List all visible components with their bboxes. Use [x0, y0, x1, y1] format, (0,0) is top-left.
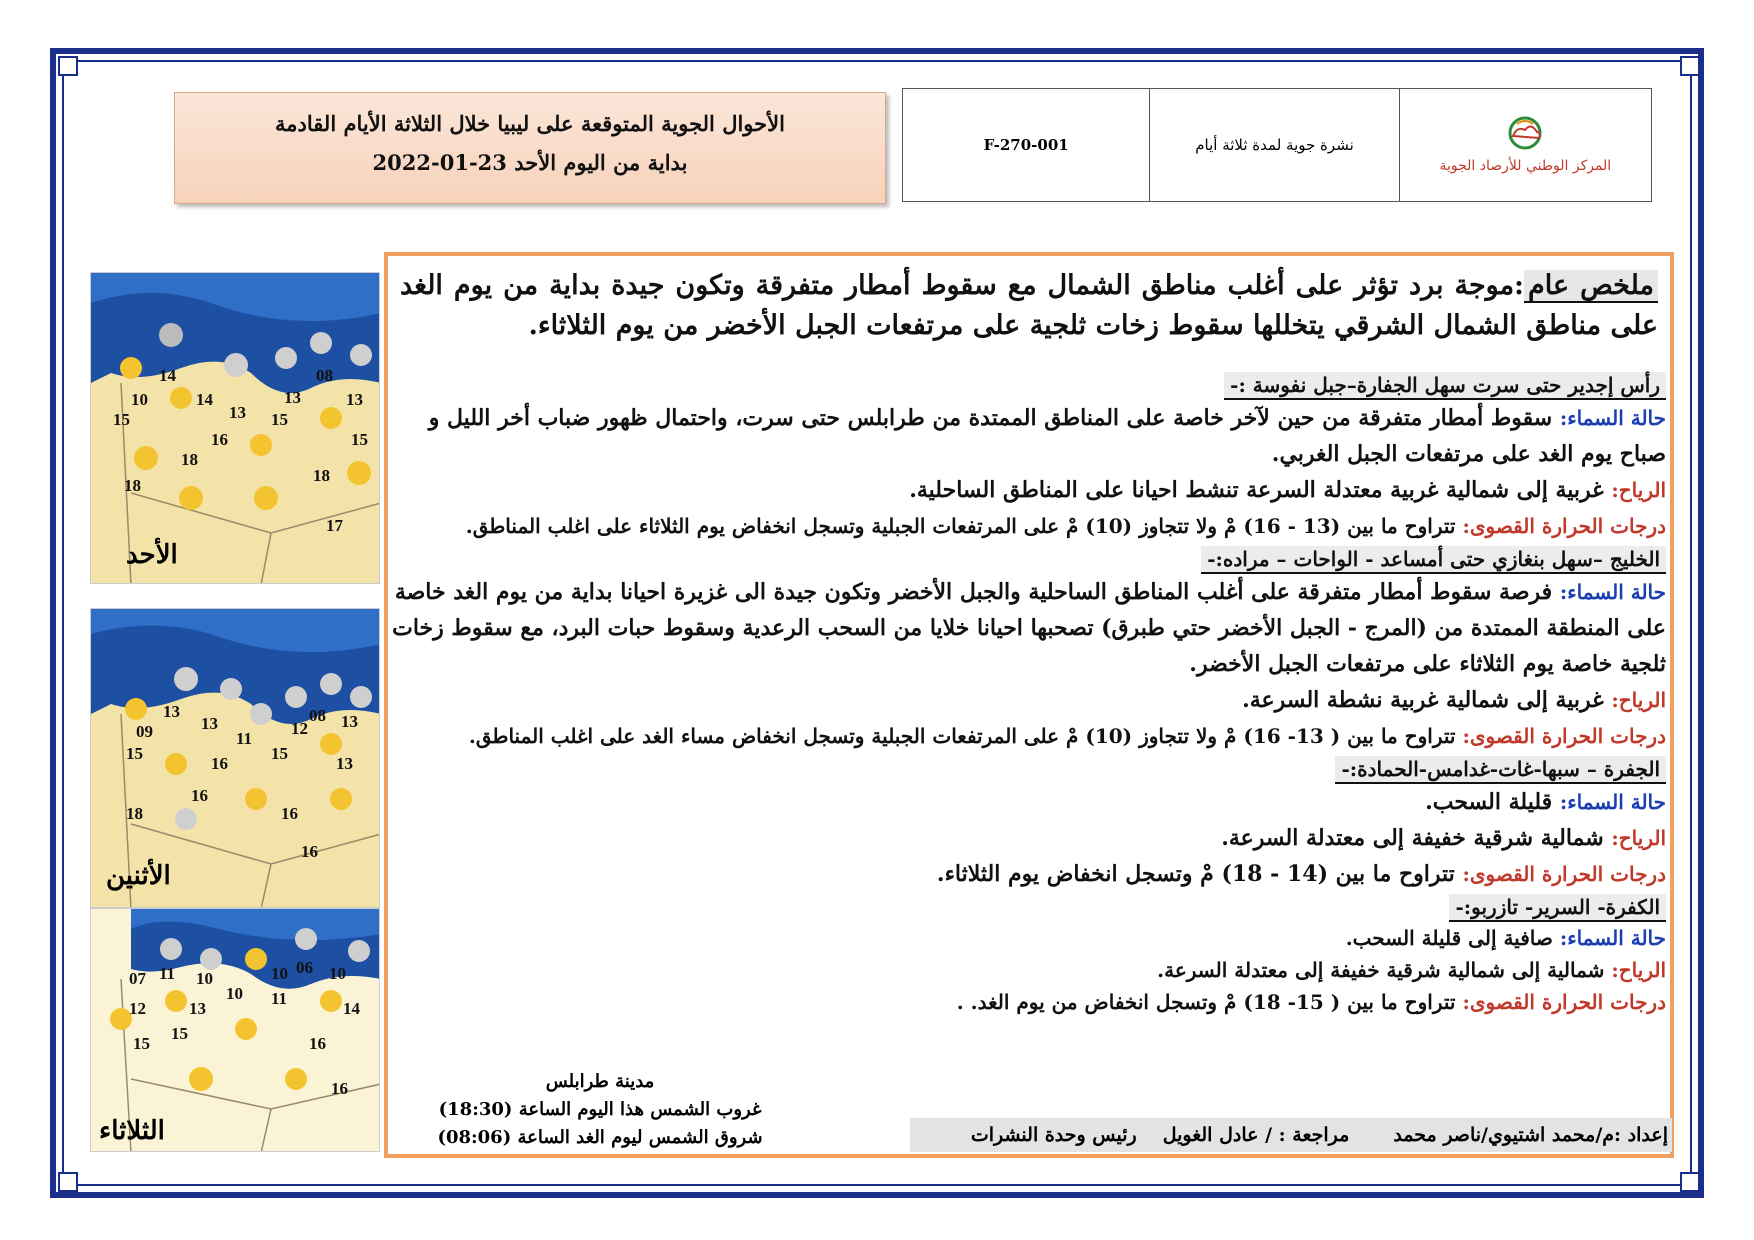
temp-label: 14 [196, 390, 213, 409]
temp-label: 13 [201, 714, 218, 733]
rain-cloud-icon [200, 948, 222, 970]
rain-cloud-icon [350, 686, 372, 708]
rain-cloud-icon [250, 703, 272, 725]
credits-bar [910, 1118, 1672, 1152]
wind-line [392, 682, 1666, 718]
map-day-label: الثلاثاء [99, 1116, 165, 1146]
sun-times [410, 1068, 790, 1152]
temp-label: 15 [126, 744, 143, 763]
sunrise-time: شروق الشمس ليوم الغد الساعة (08:06) [437, 1127, 763, 1148]
temp-label: 09 [136, 722, 153, 741]
temp-label: 12 [129, 999, 146, 1018]
rain-cloud-icon [220, 678, 242, 700]
sky-label: حالة السماء: [1559, 406, 1666, 430]
region-block [392, 544, 1666, 754]
temp-label: 16 [211, 430, 228, 449]
form-code-cell [903, 89, 1150, 201]
rain-cloud-icon [224, 353, 248, 377]
map-day-label: الأحد [126, 540, 178, 570]
sun-icon [189, 1067, 213, 1091]
summary-label: ملخص عام [1524, 270, 1658, 303]
temp-line [392, 508, 1666, 544]
bulletin-type: نشرة جوية لمدة ثلاثة أيام [1195, 136, 1354, 154]
bulletin-type-cell [1150, 89, 1399, 201]
wind-line [392, 472, 1666, 508]
sun-cloud-icon [165, 753, 187, 775]
sun-icon [254, 486, 278, 510]
temp-text: تتراوح ما بين (13 - 16) مْ ولا تتجاوز (10) مْ على المرتفعات الجبلية وتسجل انخفاض يوم الثلاثاء على اغلب المناطق. [465, 514, 1463, 538]
sky-line [392, 784, 1666, 820]
temp-label: 10 [226, 984, 243, 1003]
forecast-content [392, 258, 1666, 1018]
temp-label: 16 [191, 786, 208, 805]
sun-cloud-icon [285, 1068, 307, 1090]
wind-label: الرياح: [1611, 958, 1666, 982]
temp-label: 14 [159, 366, 176, 385]
corner-ornament [58, 1172, 78, 1192]
region-block [392, 754, 1666, 892]
temp-label-text: درجات الحرارة القصوى: [1462, 514, 1666, 538]
temp-label-text: درجات الحرارة القصوى: [1462, 724, 1666, 748]
temp-line [392, 718, 1666, 754]
wind-line [392, 954, 1666, 986]
city-name: مدينة طرابلس [545, 1071, 655, 1092]
region-title: الكفرة- السرير- تازربو:- [1449, 894, 1666, 922]
temp-text: تتراوح ما بين (14 - 18) مْ وتسجل انخفاض يوم الثلاثاء. [936, 861, 1463, 887]
sun-cloud-icon [250, 434, 272, 456]
center-cell [1400, 89, 1651, 201]
temp-label: 11 [271, 989, 288, 1008]
temp-label: 15 [271, 744, 288, 763]
temp-label: 10 [329, 964, 346, 983]
sky-label: حالة السماء: [1559, 580, 1666, 604]
wind-line [392, 820, 1666, 856]
temp-label: 13 [341, 712, 358, 731]
rain-cloud-icon [295, 928, 317, 950]
temp-label: 14 [343, 999, 360, 1018]
rain-cloud-icon [160, 938, 182, 960]
temp-label: 16 [331, 1079, 348, 1098]
forecast-date: بداية من اليوم الأحد 23-01-2022 [372, 150, 688, 175]
prepared-by: إعداد :م/محمد اشتيوي/ناصر محمد [1393, 1124, 1668, 1146]
temp-label: 08 [316, 366, 333, 385]
sun-icon [347, 461, 371, 485]
wind-label: الرياح: [1611, 478, 1666, 502]
sky-line [392, 922, 1666, 954]
title-box [174, 92, 886, 204]
temp-label: 16 [281, 804, 298, 823]
sky-line [392, 574, 1666, 682]
sky-line [392, 400, 1666, 472]
forecast-map-monday [90, 608, 380, 908]
sky-label: حالة السماء: [1559, 926, 1666, 950]
temp-label: 07 [129, 969, 146, 988]
temp-label: 18 [124, 476, 141, 495]
temp-label: 13 [189, 999, 206, 1018]
corner-ornament [58, 56, 78, 76]
region-title: الخليج –سهل بنغازي حتى أمساعد - الواحات – مراده:- [1201, 546, 1666, 574]
temp-label: 13 [229, 403, 246, 422]
temp-label: 15 [133, 1034, 150, 1053]
sun-cloud-icon [320, 990, 342, 1012]
temp-line [946, 986, 1666, 1018]
temp-label: 15 [351, 430, 368, 449]
sunset-time: غروب الشمس هذا اليوم الساعة (18:30) [438, 1099, 762, 1120]
forecast-map-tuesday [90, 908, 380, 1152]
temp-text: تتراوح ما بين ( 13- 16) مْ ولا تتجاوز (10) مْ على المرتفعات الجبلية وتسجل انخفاض مساء الغد على اغلب المناطق. [468, 724, 1463, 748]
temp-label: 16 [301, 842, 318, 861]
sun-cloud-icon [170, 387, 192, 409]
temp-label: 18 [126, 804, 143, 823]
temp-label: 10 [271, 964, 288, 983]
summary-text: :موجة برد تؤثر على أغلب مناطق الشمال مع سقوط أمطار متفرقة وتكون جيدة بداية من يوم الغد على مناطق الشمال الشرقي يتخللها سقوط زخات ثلجية على مرتفعات الجبل الأخضر من يوم الثلاثاء. [400, 270, 1658, 341]
thunder-cloud-icon [245, 948, 267, 970]
sun-cloud-icon [165, 990, 187, 1012]
forecast-map-sunday [90, 272, 380, 584]
general-summary [392, 258, 1666, 346]
rain-cloud-icon [320, 673, 342, 695]
form-code: F-270-001 [983, 136, 1069, 154]
sun-cloud-icon [235, 1018, 257, 1040]
wind-label: الرياح: [1611, 688, 1666, 712]
temp-label: 08 [309, 706, 326, 725]
region-title: رأس إجدير حتى سرت سهل الجفارة–جبل نفوسة :- [1224, 372, 1666, 400]
temp-label: 11 [159, 964, 176, 983]
sun-icon [179, 486, 203, 510]
temp-line [392, 856, 1666, 892]
forecast-title: الأحوال الجوية المتوقعة على ليبيا خلال الثلاثة الأيام القادمة [275, 111, 785, 136]
rain-cloud-icon [275, 347, 297, 369]
rain-cloud-icon [310, 332, 332, 354]
temp-label: 13 [336, 754, 353, 773]
sun-cloud-icon [125, 698, 147, 720]
wind-text: شمالية إلى شمالية شرقية خفيفة إلى معتدلة السرعة. [1157, 958, 1612, 982]
sun-cloud-icon [320, 407, 342, 429]
sky-text: سقوط أمطار متفرقة من حين لآخر خاصة على المناطق الممتدة من طرابلس حتى سرت، واحتمال ظهور ضباب أخر الليل و صباح يوم الغد على مرتفعات الجبل الغربي. [428, 405, 1666, 467]
rain-cloud-icon [348, 940, 370, 962]
sun-cloud-icon [120, 357, 142, 379]
wind-text: شمالية شرقية خفيفة إلى معتدلة السرعة. [1221, 825, 1612, 851]
rain-cloud-icon [175, 808, 197, 830]
temp-label: 16 [211, 754, 228, 773]
sun-cloud-icon [320, 733, 342, 755]
sun-cloud-icon [245, 788, 267, 810]
temp-text: تتراوح ما بين ( 15- 18) مْ وتسجل انخفاض من يوم الغد. . [956, 990, 1463, 1014]
temp-label-text: درجات الحرارة القصوى: [1462, 862, 1666, 886]
temp-label: 13 [346, 390, 363, 409]
temp-label: 15 [171, 1024, 188, 1043]
rain-cloud-icon [285, 686, 307, 708]
sky-text: قليلة السحب. [1425, 789, 1560, 815]
temp-label: 11 [236, 729, 253, 748]
center-name: المركز الوطني للأرصاد الجوية [1439, 158, 1612, 174]
temp-label: 12 [291, 719, 308, 738]
temp-label: 17 [326, 516, 343, 535]
temp-label-text: درجات الحرارة القصوى: [1462, 990, 1666, 1014]
wind-label: الرياح: [1611, 826, 1666, 850]
temp-label: 15 [271, 410, 288, 429]
map-day-label: الأثنين [106, 861, 171, 891]
reviewed-by: مراجعة : / عادل الغويل [1162, 1124, 1350, 1146]
temp-label: 10 [196, 969, 213, 988]
corner-ornament [1680, 56, 1700, 76]
wind-text: غربية إلى شمالية غربية نشطة السرعة. [1242, 687, 1612, 713]
temp-label: 18 [313, 466, 330, 485]
sun-icon [134, 446, 158, 470]
temp-label: 10 [131, 390, 148, 409]
sky-text: فرصة سقوط أمطار متفرقة على أغلب المناطق الساحلية والجبل الأخضر وتكون جيدة الى غزيرة احيانا بداية من يوم الغد خاصة على المنطقة الممتدة من (المرج - الجبل الأخضر حتي طبرق) تصحبها احيانا خلايا من السحب الرعدية وسقوط حبات البرد، مع سقوط زخات ثلجية خاصة يوم الثلاثاء على مرتفعات الجبل الأخضر. [392, 579, 1666, 677]
region-title: الجفرة – سبها-غات-غدامس-الحمادة:- [1335, 756, 1666, 784]
rain-cloud-icon [350, 344, 372, 366]
temp-label: 13 [284, 388, 301, 407]
temp-label: 18 [181, 450, 198, 469]
temp-label: 15 [113, 410, 130, 429]
met-center-logo-icon [1499, 116, 1551, 150]
temp-label: 06 [296, 958, 313, 977]
unit-head: رئيس وحدة النشرات [970, 1124, 1137, 1146]
rain-cloud-icon [159, 323, 183, 347]
corner-ornament [1680, 1172, 1700, 1192]
region-block [392, 892, 1666, 1018]
region-block [392, 362, 1666, 544]
temp-label: 13 [163, 702, 180, 721]
header-table [902, 88, 1652, 202]
wind-text: غربية إلى شمالية غربية معتدلة السرعة تنشط احيانا على المناطق الساحلية. [909, 477, 1612, 503]
temp-label: 16 [309, 1034, 326, 1053]
sun-cloud-icon [330, 788, 352, 810]
sky-label: حالة السماء: [1559, 790, 1666, 814]
rain-cloud-icon [174, 667, 198, 691]
sky-text: صافية إلى قليلة السحب. [1345, 926, 1560, 950]
